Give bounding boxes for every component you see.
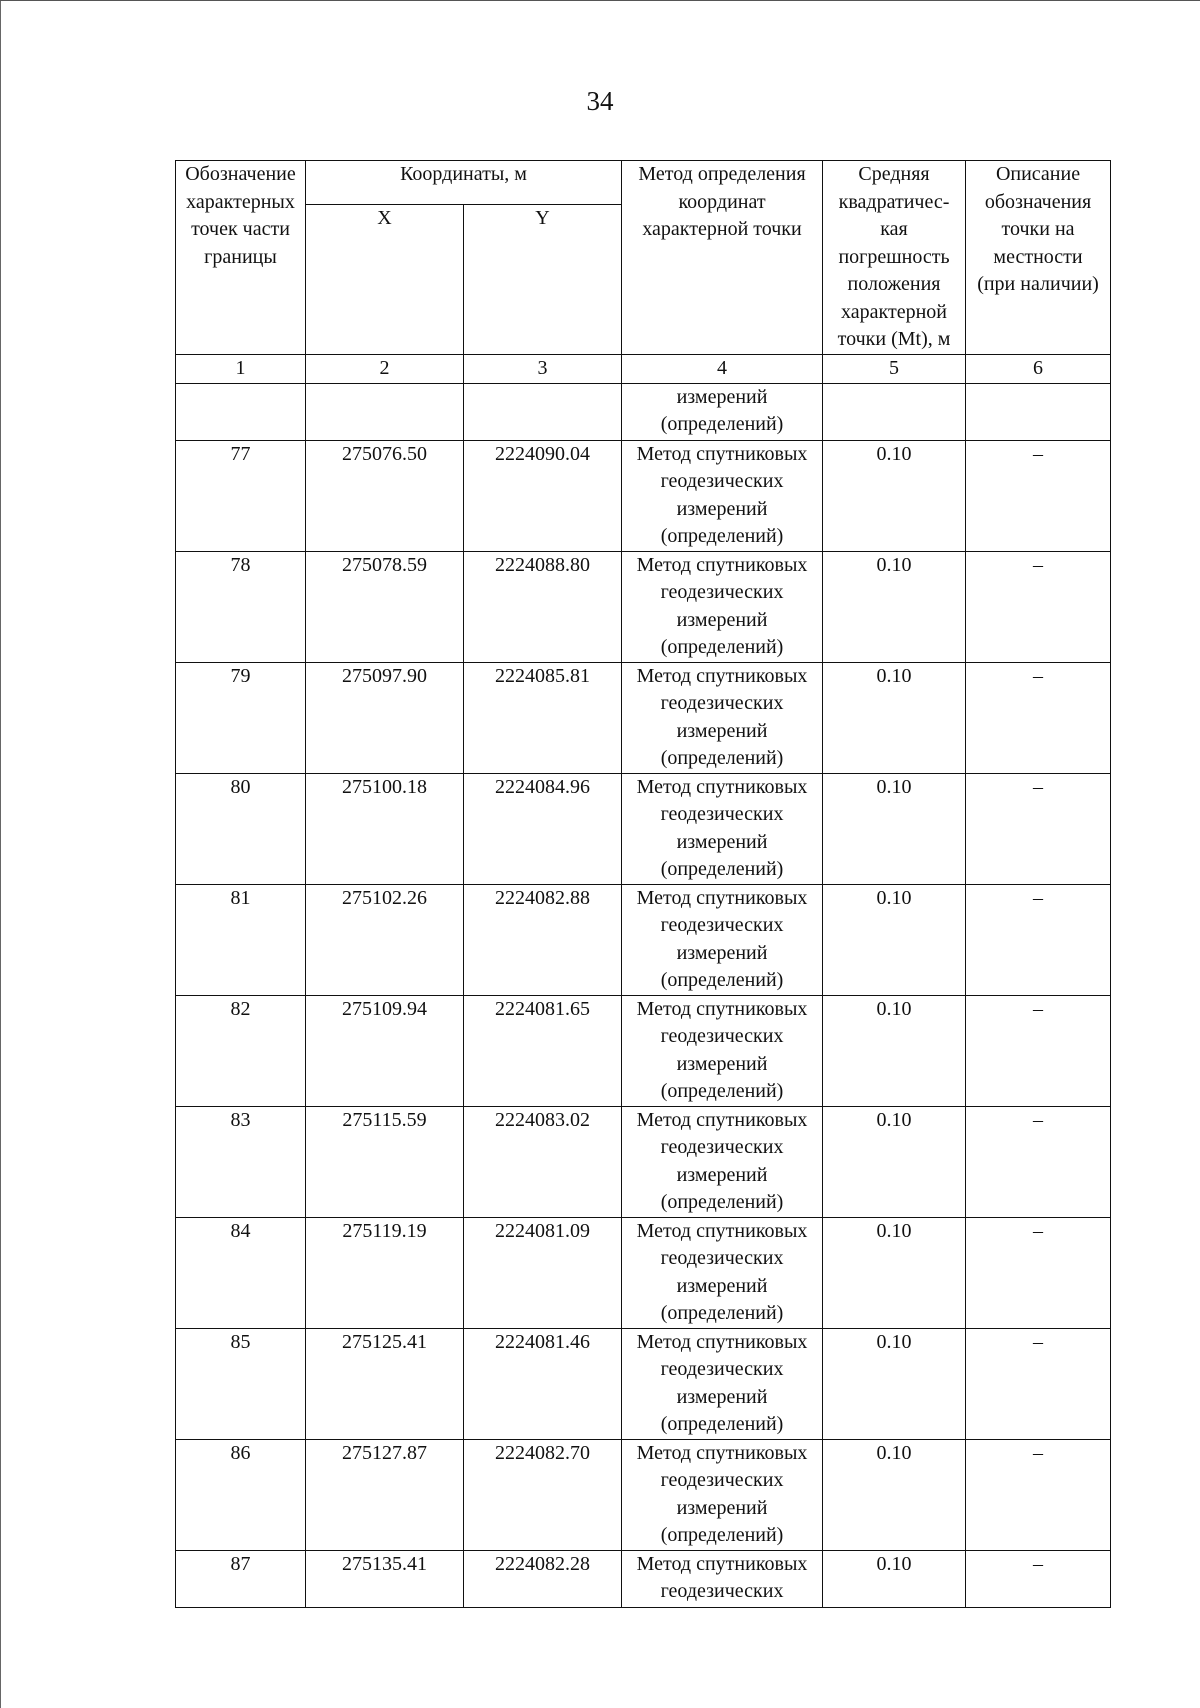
page-number: 34 (586, 86, 614, 116)
method-line: измерений (676, 1385, 768, 1408)
method-line: измерений (676, 941, 768, 964)
mt-cell: 0.10 (823, 662, 966, 773)
method-line: измерений (676, 1163, 768, 1186)
header-text: границы (204, 245, 277, 268)
method-line: геодезических (660, 692, 784, 714)
method-cell (622, 1328, 823, 1439)
description-cell: – (966, 662, 1111, 773)
point-cell: 80 (176, 773, 306, 884)
header-text: Средняя (858, 163, 930, 185)
method-line: Метод спутниковых (636, 553, 808, 576)
method-line: геодезических (660, 803, 784, 825)
method-cell (622, 773, 823, 884)
empty-cell (176, 383, 306, 440)
method-line: (определений) (660, 747, 784, 769)
column-number-row (176, 354, 1111, 383)
mt-cell: 0.10 (823, 551, 966, 662)
method-cell (622, 995, 823, 1106)
table-row (176, 773, 1111, 884)
description-cell: – (966, 551, 1111, 662)
point-cell: 82 (176, 995, 306, 1106)
scan-top-border (0, 0, 1200, 1)
mt-cell: 0.10 (823, 995, 966, 1106)
table-row (176, 440, 1111, 551)
point-cell: 85 (176, 1328, 306, 1439)
continuation-method-cell (622, 383, 823, 440)
header-text: квадратичес- (838, 190, 950, 213)
method-line: измерений (676, 608, 768, 631)
description-cell: – (966, 1106, 1111, 1217)
header-text: точки (Mt), м (837, 328, 951, 350)
method-line: (определений) (660, 1524, 784, 1546)
point-cell: 83 (176, 1106, 306, 1217)
method-line: Метод спутниковых (636, 886, 808, 909)
table-row (176, 1328, 1111, 1439)
mt-cell: 0.10 (823, 1328, 966, 1439)
continuation-row (176, 383, 1111, 440)
method-line: измерений (676, 1052, 768, 1075)
description-cell: – (966, 1217, 1111, 1328)
mt-cell: 0.10 (823, 1550, 966, 1607)
method-line: (определений) (660, 1413, 784, 1435)
method-line: геодезических (660, 1136, 784, 1158)
x-cell: 275097.90 (306, 662, 464, 773)
method-line: геодезических (660, 1025, 784, 1047)
method-cell (622, 662, 823, 773)
method-line: геодезических (660, 1247, 784, 1269)
header-point-designation (176, 161, 306, 355)
empty-cell (306, 383, 464, 440)
mt-cell: 0.10 (823, 884, 966, 995)
header-text: положения (847, 273, 941, 295)
point-cell: 87 (176, 1550, 306, 1607)
header-error (823, 161, 966, 355)
method-cell (622, 884, 823, 995)
y-cell: 2224082.70 (464, 1439, 622, 1550)
method-line: (определений) (660, 1302, 784, 1324)
x-cell: 275078.59 (306, 551, 464, 662)
point-cell: 77 (176, 440, 306, 551)
method-line: Метод спутниковых (636, 1108, 808, 1131)
table-row (176, 662, 1111, 773)
x-cell: 275119.19 (306, 1217, 464, 1328)
header-description (966, 161, 1111, 355)
column-number: 3 (464, 354, 622, 383)
mt-cell: 0.10 (823, 773, 966, 884)
y-cell: 2224088.80 (464, 551, 622, 662)
mt-cell: 0.10 (823, 440, 966, 551)
column-number: 5 (823, 354, 966, 383)
method-line: геодезических (660, 470, 784, 492)
header-text: Обозначение (185, 163, 296, 185)
method-line: Метод спутниковых (636, 997, 808, 1020)
y-cell: 2224084.96 (464, 773, 622, 884)
method-line: измерений (676, 497, 768, 520)
header-text: местности (993, 245, 1083, 268)
y-cell: 2224083.02 (464, 1106, 622, 1217)
method-line: измерений (676, 1274, 768, 1297)
mt-cell: 0.10 (823, 1439, 966, 1550)
method-line: Метод спутниковых (636, 1552, 808, 1575)
method-line: (определений) (660, 1080, 784, 1102)
method-line: (определений) (660, 1191, 784, 1213)
column-number: 4 (622, 354, 823, 383)
header-text: точек части (191, 218, 290, 240)
table-row (176, 1439, 1111, 1550)
header-text: кая (880, 218, 908, 240)
description-cell: – (966, 995, 1111, 1106)
y-cell: 2224082.28 (464, 1550, 622, 1607)
header-row-top (176, 161, 1111, 205)
y-cell: 2224082.88 (464, 884, 622, 995)
method-cell (622, 440, 823, 551)
x-cell: 275127.87 (306, 1439, 464, 1550)
header-text: координат (678, 190, 766, 213)
x-cell: 275109.94 (306, 995, 464, 1106)
method-line: геодезических (660, 914, 784, 936)
empty-cell (966, 383, 1111, 440)
point-cell: 81 (176, 884, 306, 995)
method-line: измерений (676, 830, 768, 853)
header-text: точки на (1001, 218, 1075, 240)
method-line: геодезических (660, 1358, 784, 1380)
x-cell: 275076.50 (306, 440, 464, 551)
description-cell: – (966, 1328, 1111, 1439)
method-line: Метод спутниковых (636, 664, 808, 687)
description-cell: – (966, 440, 1111, 551)
table-row (176, 1106, 1111, 1217)
point-cell: 84 (176, 1217, 306, 1328)
method-cell (622, 551, 823, 662)
method-cell (622, 1106, 823, 1217)
x-cell: 275102.26 (306, 884, 464, 995)
empty-cell (823, 383, 966, 440)
point-cell: 78 (176, 551, 306, 662)
point-cell: 86 (176, 1439, 306, 1550)
description-cell: – (966, 773, 1111, 884)
header-text: характерных (186, 190, 295, 213)
header-text: (при наличии) (977, 273, 1099, 295)
mt-cell: 0.10 (823, 1106, 966, 1217)
method-line: (определений) (660, 413, 784, 435)
table-row (176, 551, 1111, 662)
method-line: Метод спутниковых (636, 1219, 808, 1242)
description-cell: – (966, 1550, 1111, 1607)
header-y: Y (464, 205, 622, 354)
method-line: измерений (676, 719, 768, 742)
method-line: Метод спутниковых (636, 442, 808, 465)
header-coordinates: Координаты, м (306, 161, 622, 205)
header-text: обозначения (984, 190, 1092, 213)
x-cell: 275125.41 (306, 1328, 464, 1439)
header-text: Описание (995, 163, 1081, 185)
column-number: 1 (176, 354, 306, 383)
point-cell: 79 (176, 662, 306, 773)
header-text: погрешность (838, 245, 950, 268)
method-line: геодезических (660, 1469, 784, 1491)
column-number: 6 (966, 354, 1111, 383)
header-text: характерной точки (642, 218, 802, 240)
empty-cell (464, 383, 622, 440)
column-number: 2 (306, 354, 464, 383)
method-line: Метод спутниковых (636, 1330, 808, 1353)
method-cell (622, 1217, 823, 1328)
y-cell: 2224081.65 (464, 995, 622, 1106)
header-x: X (306, 205, 464, 354)
method-line: Метод спутниковых (636, 1441, 808, 1464)
method-line: геодезических (660, 581, 784, 603)
y-cell: 2224090.04 (464, 440, 622, 551)
method-line: (определений) (660, 858, 784, 880)
method-cell (622, 1439, 823, 1550)
method-line: (определений) (660, 525, 784, 547)
scan-left-border (0, 0, 1, 1708)
header-method (622, 161, 823, 355)
coordinates-table (175, 160, 1111, 1608)
table-row (176, 995, 1111, 1106)
method-line: измерений (676, 385, 768, 408)
method-line: Метод спутниковых (636, 775, 808, 798)
method-line: измерений (676, 1496, 768, 1519)
table-row (176, 1550, 1111, 1607)
x-cell: 275135.41 (306, 1550, 464, 1607)
table-row (176, 884, 1111, 995)
x-cell: 275115.59 (306, 1106, 464, 1217)
y-cell: 2224085.81 (464, 662, 622, 773)
method-line: (определений) (660, 636, 784, 658)
y-cell: 2224081.09 (464, 1217, 622, 1328)
header-text: Метод определения (638, 163, 806, 185)
description-cell: – (966, 1439, 1111, 1550)
header-text: характерной (841, 300, 947, 323)
method-line: (определений) (660, 969, 784, 991)
description-cell: – (966, 884, 1111, 995)
mt-cell: 0.10 (823, 1217, 966, 1328)
y-cell: 2224081.46 (464, 1328, 622, 1439)
method-cell (622, 1550, 823, 1607)
table-row (176, 1217, 1111, 1328)
method-line: геодезических (660, 1580, 784, 1602)
x-cell: 275100.18 (306, 773, 464, 884)
